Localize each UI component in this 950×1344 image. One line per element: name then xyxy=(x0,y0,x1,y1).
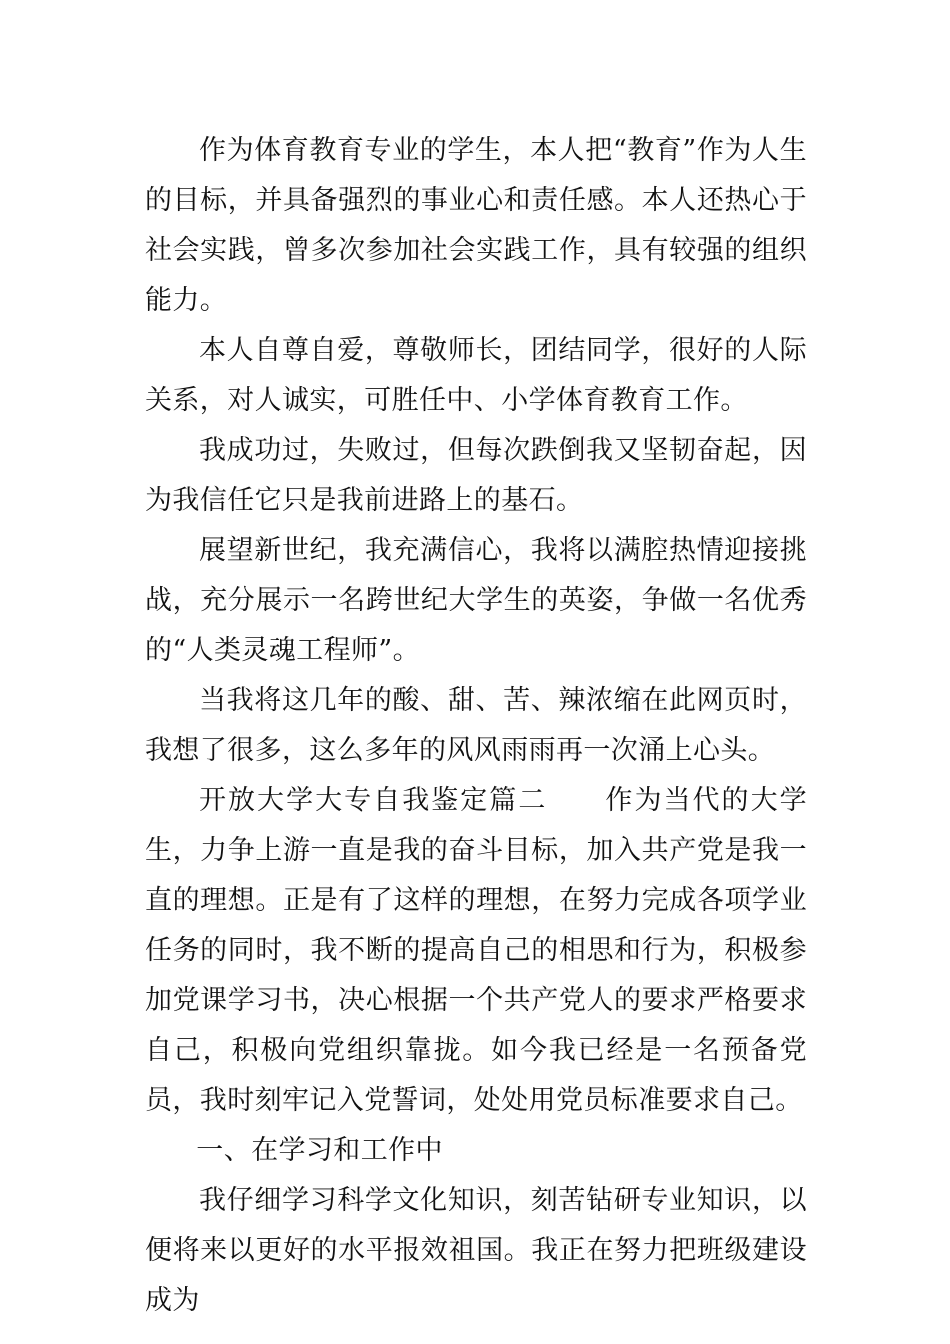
paragraph-3: 我成功过，失败过，但每次跌倒我又坚韧奋起，因为我信任它只是我前进路上的基石。 xyxy=(145,435,807,516)
paragraph-5: 当我将这几年的酸、甜、苦、辣浓缩在此网页时，我想了很多，这么多年的风风雨雨再一次涌上心头。 xyxy=(145,685,807,766)
paragraph-4: 展望新世纪，我充满信心，我将以满腔热情迎接挑战，充分展示一名跨世纪大学生的英姿，争做一名优秀的“人类灵魂工程师”。 xyxy=(145,535,807,666)
paragraph-7: 我仔细学习科学文化知识，刻苦钻研专业知识，以便将来以更好的水平报效祖国。我正在努力把班级建设成为 xyxy=(145,1185,807,1316)
paragraph-1: 作为体育教育专业的学生，本人把“教育”作为人生的目标，并具备强烈的事业心和责任感。本人还热心于社会实践，曾多次参加社会实践工作，具有较强的组织能力。 xyxy=(145,135,807,316)
paragraph-2: 本人自尊自爱，尊敬师长，团结同学，很好的人际关系，对人诚实，可胜任中、小学体育教育工作。 xyxy=(145,335,807,416)
document-body xyxy=(145,126,807,1326)
paragraph-6: 开放大学大专自我鉴定篇二 作为当代的大学生，力争上游一直是我的奋斗目标，加入共产党是我一直的理想。正是有了这样的理想，在努力完成各项学业任务的同时，我不断的提高自己的相思和行为，积极参加党课学习书，决心根据一个共产党人的要求严格要求自己，积极向党组织靠拢。如今我已经是一名预备党员，我时刻牢记入党誓词，处处用党员标准要求自己。 xyxy=(145,785,807,1116)
section-heading: 一、在学习和工作中 xyxy=(196,1135,443,1166)
